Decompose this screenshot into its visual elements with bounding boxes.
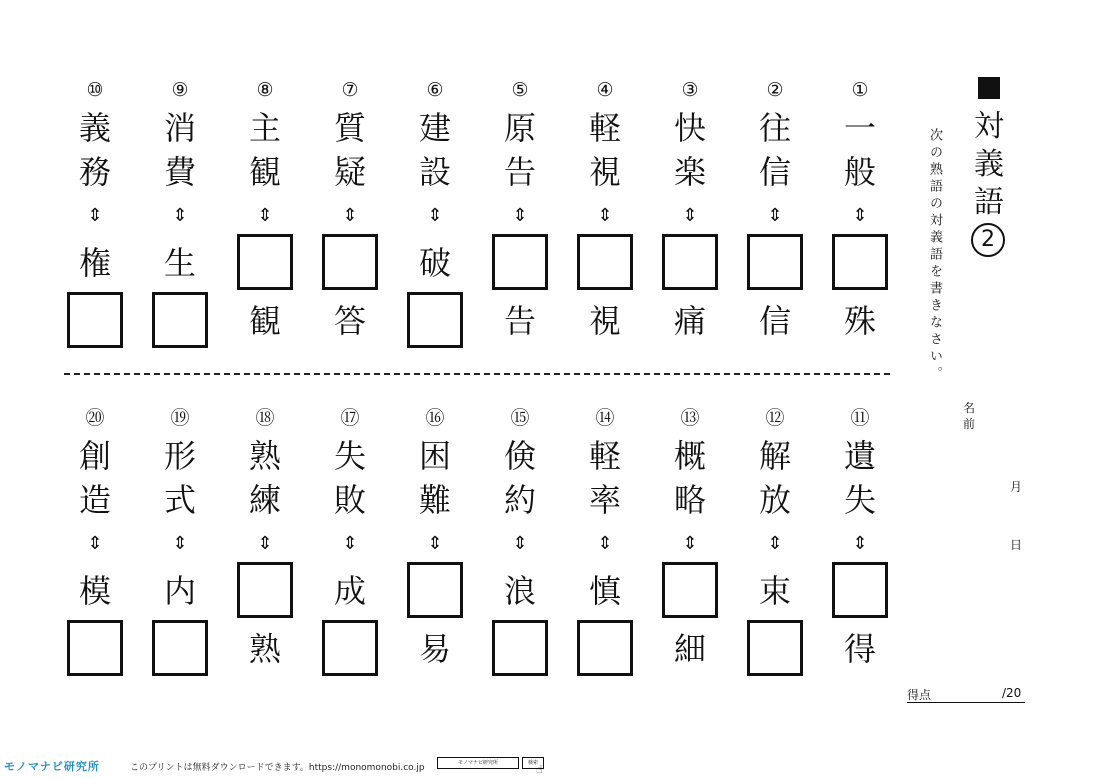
arrow-icon: ⇕ — [682, 205, 698, 226]
word-char: 疑 — [333, 153, 366, 191]
question-number: ⑫ — [765, 407, 785, 429]
question-number: ⑦ — [341, 79, 359, 101]
question-number: ⑤ — [511, 79, 529, 101]
word-char: 軽 — [588, 437, 621, 475]
word-char: 往 — [758, 109, 791, 147]
word-char: 費 — [163, 153, 196, 191]
instruction: 次の熟語の対義語を書きなさい。 — [927, 128, 942, 383]
given-char: 観 — [248, 302, 281, 340]
word-char: 主 — [248, 109, 281, 147]
question-number: ⑳ — [85, 407, 105, 429]
arrow-icon: ⇕ — [682, 533, 698, 554]
word-char: 般 — [843, 153, 876, 191]
answer-box[interactable] — [237, 234, 293, 290]
word-char: 創 — [78, 437, 111, 475]
arrow-icon: ⇕ — [172, 533, 188, 554]
arrow-icon: ⇕ — [342, 533, 358, 554]
given-char: 視 — [588, 302, 621, 340]
score-total: /20 — [1002, 686, 1022, 700]
answer-box[interactable] — [407, 562, 463, 618]
given-char: 易 — [418, 630, 451, 668]
word-char: 務 — [78, 153, 111, 191]
given-char: 慎 — [588, 572, 621, 610]
word-char: 視 — [588, 153, 621, 191]
question-number: ⑨ — [171, 79, 189, 101]
answer-box[interactable] — [577, 234, 633, 290]
word-char: 信 — [758, 153, 791, 191]
answer-box[interactable] — [747, 234, 803, 290]
word-char: 快 — [673, 109, 706, 147]
arrow-icon: ⇕ — [427, 205, 443, 226]
arrow-icon: ⇕ — [852, 533, 868, 554]
given-char: 模 — [78, 572, 111, 610]
arrow-icon: ⇕ — [512, 533, 528, 554]
arrow-icon: ⇕ — [767, 205, 783, 226]
question-number: ⑧ — [256, 79, 274, 101]
answer-box[interactable] — [152, 292, 208, 348]
word-char: 楽 — [673, 153, 706, 191]
word-char: 義 — [78, 109, 111, 147]
word-char: 放 — [758, 481, 791, 519]
answer-box[interactable] — [492, 620, 548, 676]
question-number: ⑥ — [426, 79, 444, 101]
arrow-icon: ⇕ — [87, 205, 103, 226]
arrow-icon: ⇕ — [257, 205, 273, 226]
given-char: 信 — [758, 302, 791, 340]
word-char: 敗 — [333, 481, 366, 519]
question-number: ⑭ — [595, 407, 615, 429]
arrow-icon: ⇕ — [257, 533, 273, 554]
word-char: 練 — [248, 481, 281, 519]
answer-box[interactable] — [322, 234, 378, 290]
question-number: ⑩ — [86, 79, 104, 101]
given-char: 浪 — [503, 572, 536, 610]
name-label: 名前 — [963, 401, 976, 431]
word-char: 一 — [843, 109, 876, 147]
given-char: 熟 — [248, 630, 281, 668]
word-char: 熟 — [248, 437, 281, 475]
given-char: 権 — [78, 244, 111, 282]
given-char: 破 — [418, 244, 451, 282]
word-char: 率 — [588, 481, 621, 519]
score-label: 得点 — [907, 688, 932, 702]
section-divider — [64, 373, 890, 375]
answer-box[interactable] — [662, 234, 718, 290]
given-char: 得 — [843, 630, 876, 668]
word-char: 消 — [163, 109, 196, 147]
question-number: ⑱ — [255, 407, 275, 429]
word-char: 失 — [333, 437, 366, 475]
given-char: 成 — [333, 572, 366, 610]
word-char: 建 — [418, 109, 451, 147]
answer-box[interactable] — [322, 620, 378, 676]
arrow-icon: ⇕ — [767, 533, 783, 554]
given-char: 内 — [163, 572, 196, 610]
word-char: 設 — [418, 153, 451, 191]
word-char: 形 — [163, 437, 196, 475]
word-char: 失 — [843, 481, 876, 519]
arrow-icon: ⇕ — [427, 533, 443, 554]
title-char-2: 義 — [974, 147, 1004, 182]
question-number: ⑮ — [510, 407, 530, 429]
word-char: 困 — [418, 437, 451, 475]
arrow-icon: ⇕ — [597, 533, 613, 554]
title-marker — [978, 77, 1000, 99]
arrow-icon: ⇕ — [852, 205, 868, 226]
answer-box[interactable] — [237, 562, 293, 618]
question-number: ⑲ — [170, 407, 190, 429]
search-field[interactable]: モノマナビ研究所 — [437, 757, 519, 769]
given-char: 答 — [333, 302, 366, 340]
footer-logo: モノマナビ研究所 — [4, 760, 100, 773]
given-char: 束 — [758, 572, 791, 610]
answer-box[interactable] — [577, 620, 633, 676]
question-number: ④ — [596, 79, 614, 101]
given-char: 細 — [673, 630, 706, 668]
word-char: 告 — [503, 153, 536, 191]
given-char: 生 — [163, 244, 196, 282]
arrow-icon: ⇕ — [512, 205, 528, 226]
footer-text: このプリントは無料ダウンロードできます。https://monomonobi.co.jp — [130, 763, 425, 773]
answer-box[interactable] — [67, 292, 123, 348]
answer-box[interactable] — [152, 620, 208, 676]
search-button[interactable]: 検索 — [522, 757, 544, 769]
answer-box[interactable] — [662, 562, 718, 618]
given-char: 痛 — [673, 302, 706, 340]
question-number: ① — [851, 79, 869, 101]
word-char: 略 — [673, 481, 706, 519]
word-char: 質 — [333, 109, 366, 147]
word-char: 造 — [78, 481, 111, 519]
cursor-hand-icon: ☝ — [536, 763, 543, 776]
word-char: 概 — [673, 437, 706, 475]
word-char: 倹 — [503, 437, 536, 475]
question-number: ② — [766, 79, 784, 101]
question-number: ⑰ — [340, 407, 360, 429]
arrow-icon: ⇕ — [172, 205, 188, 226]
word-char: 式 — [163, 481, 196, 519]
answer-box[interactable] — [747, 620, 803, 676]
question-number: ⑪ — [850, 407, 870, 429]
given-char: 告 — [503, 302, 536, 340]
word-char: 遺 — [843, 437, 876, 475]
question-number: ⑯ — [425, 407, 445, 429]
answer-box[interactable] — [407, 292, 463, 348]
question-number: ⑬ — [680, 407, 700, 429]
answer-box[interactable] — [492, 234, 548, 290]
arrow-icon: ⇕ — [87, 533, 103, 554]
title-char-1: 対 — [974, 109, 1004, 144]
month-label: 月 — [1010, 480, 1023, 494]
question-number: ③ — [681, 79, 699, 101]
word-char: 約 — [503, 481, 536, 519]
arrow-icon: ⇕ — [342, 205, 358, 226]
word-char: 解 — [758, 437, 791, 475]
title-number: 2 — [971, 223, 1005, 257]
answer-box[interactable] — [67, 620, 123, 676]
answer-box[interactable] — [832, 562, 888, 618]
word-char: 難 — [418, 481, 451, 519]
score-underline — [907, 702, 1025, 703]
arrow-icon: ⇕ — [597, 205, 613, 226]
day-label: 日 — [1010, 538, 1023, 552]
given-char: 殊 — [843, 302, 876, 340]
title-char-3: 語 — [974, 185, 1004, 220]
word-char: 原 — [503, 109, 536, 147]
word-char: 観 — [248, 153, 281, 191]
answer-box[interactable] — [832, 234, 888, 290]
word-char: 軽 — [588, 109, 621, 147]
